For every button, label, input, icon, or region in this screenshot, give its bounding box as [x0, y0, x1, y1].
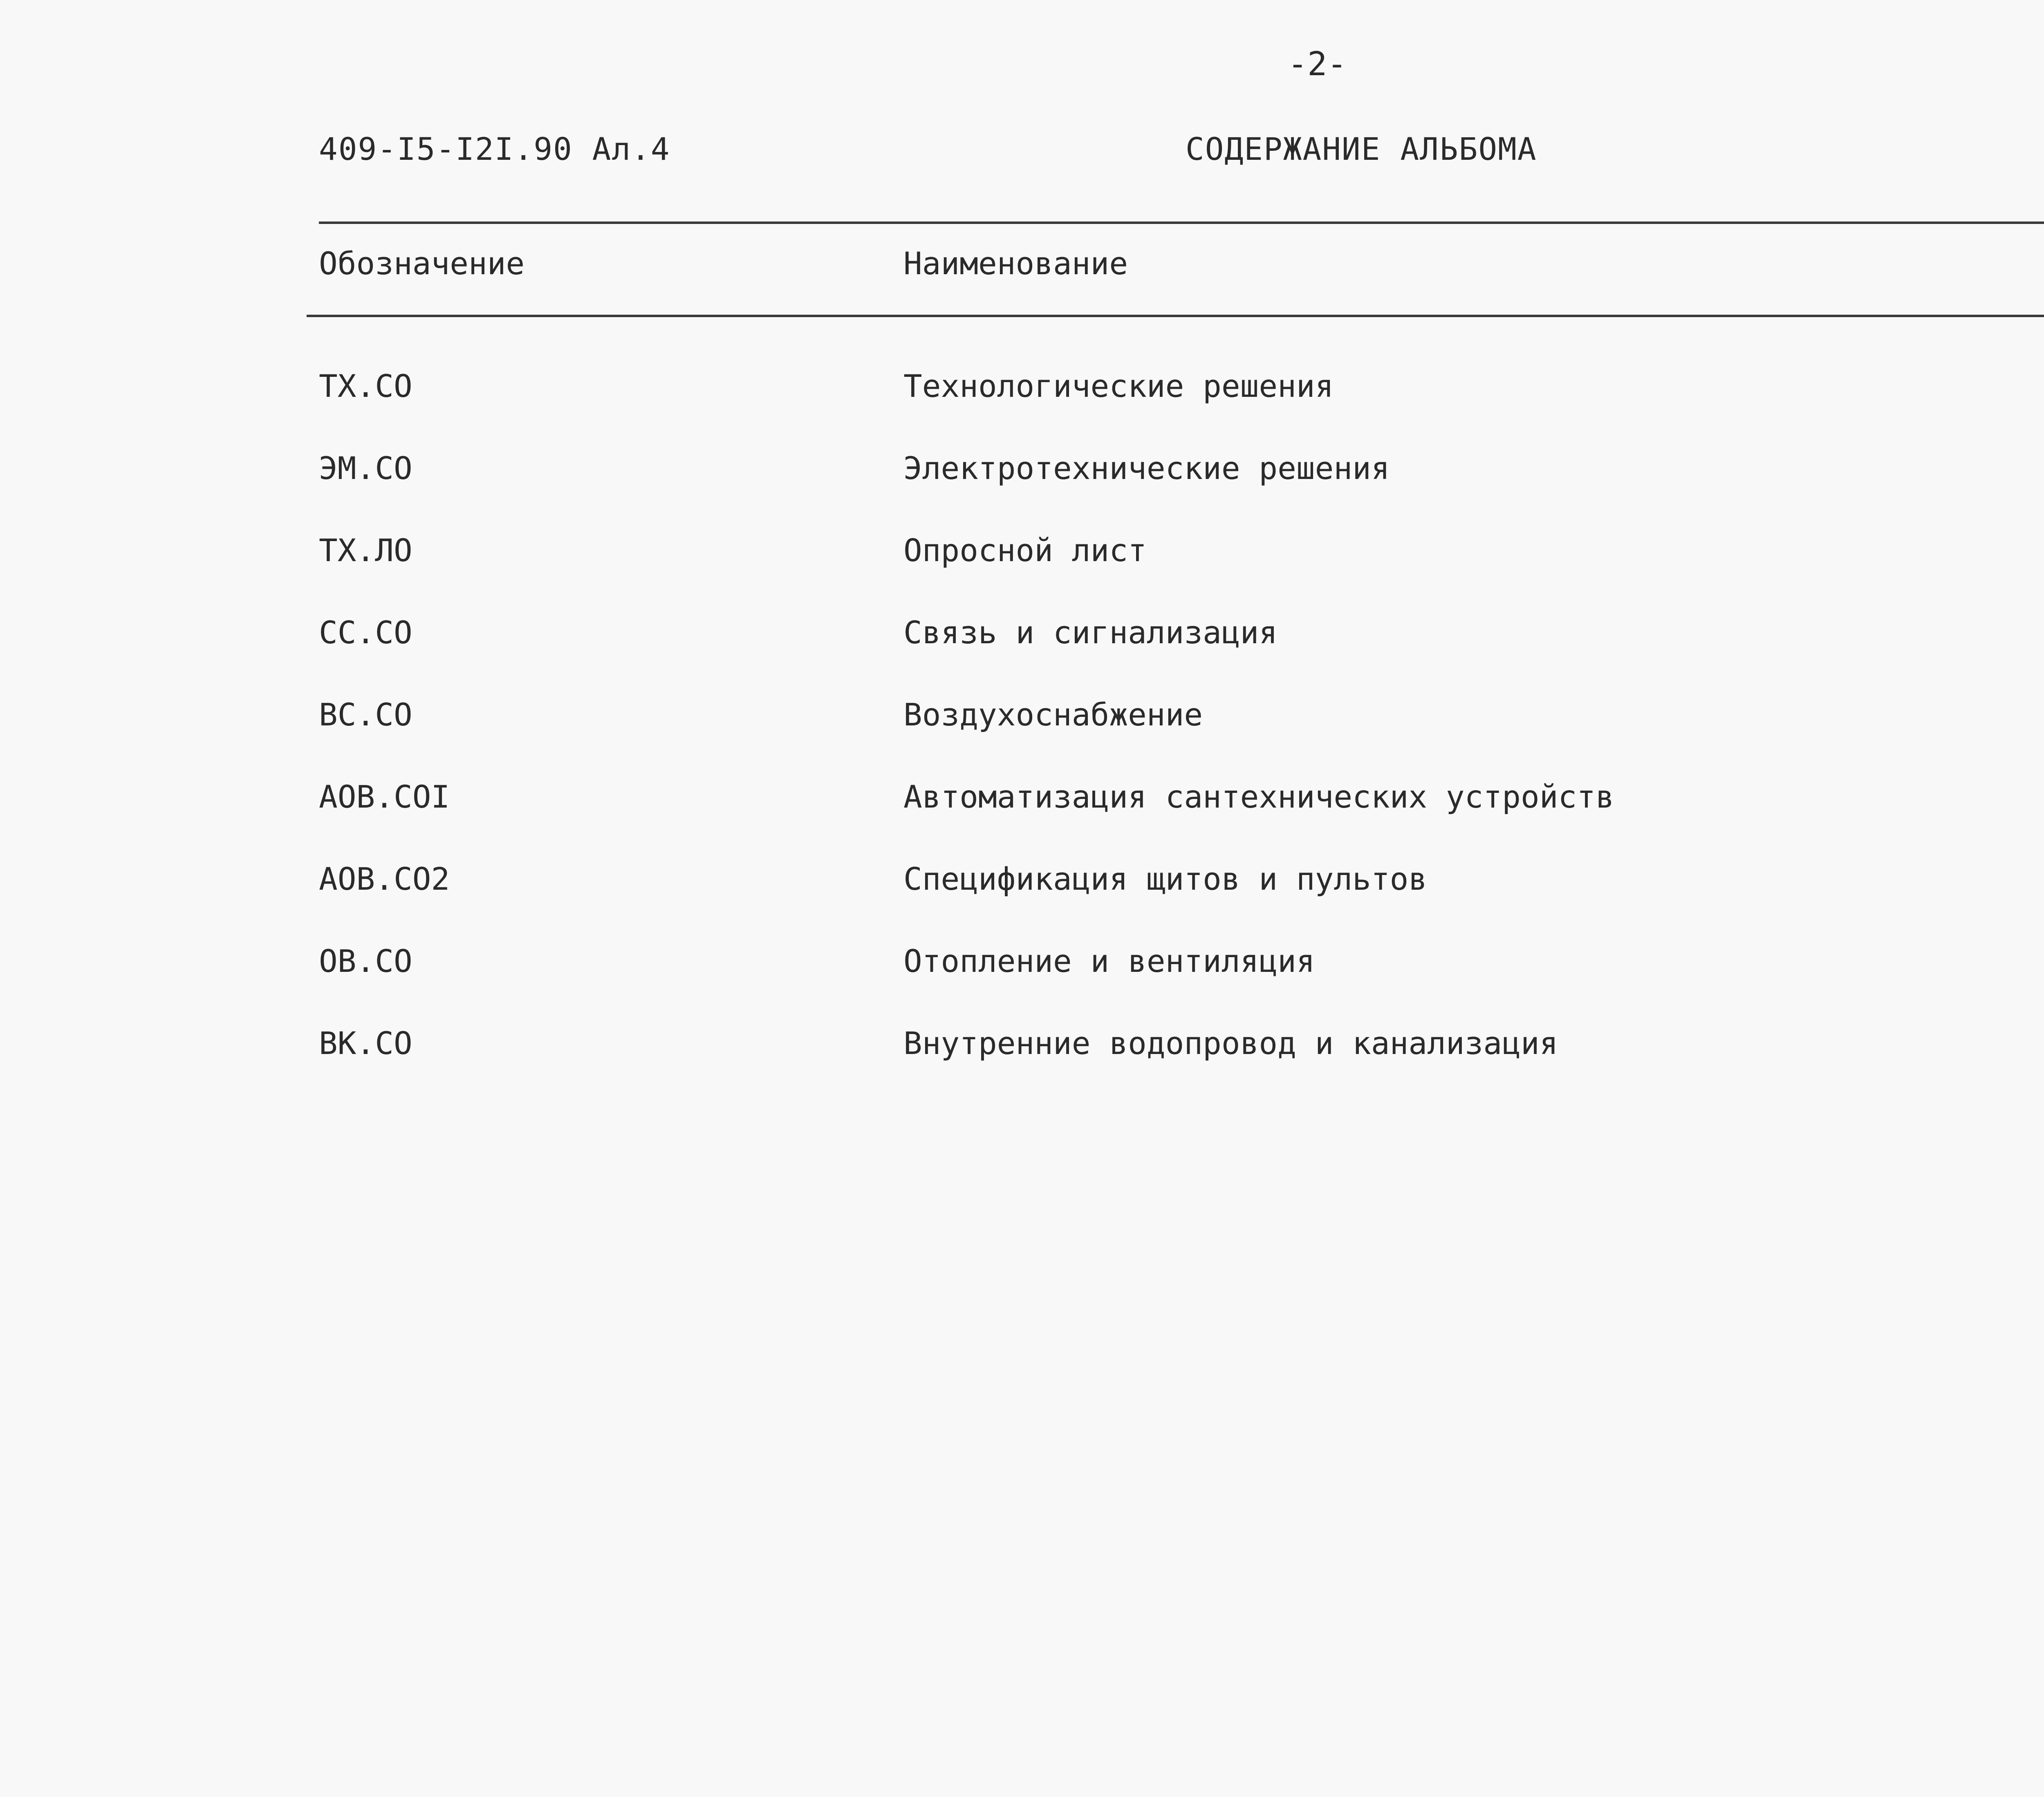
- row-designation: ВК.СО: [319, 1025, 412, 1061]
- row-name: Воздухоснабжение: [903, 696, 1203, 733]
- table-row: [0, 1025, 2044, 1074]
- row-name: Технологические решения: [903, 368, 1334, 404]
- table-row: [0, 368, 2044, 417]
- table-row: [0, 696, 2044, 745]
- page-number: -2-: [1288, 45, 1347, 83]
- row-name: Автоматизация сантехнических устройств: [903, 779, 1614, 815]
- row-designation: ОВ.СО: [319, 943, 412, 979]
- row-designation: ЭМ.СО: [319, 450, 412, 486]
- table-row: [0, 779, 2044, 828]
- table-row: [0, 450, 2044, 499]
- column-header-name: Наименование: [903, 245, 1128, 282]
- document-code: 409-I5-I2I.90 Ал.4: [319, 131, 670, 167]
- row-name: Связь и сигнализация: [903, 614, 1278, 651]
- table-row: [0, 943, 2044, 992]
- column-header-designation: Обозначение: [319, 245, 525, 282]
- row-designation: СС.СО: [319, 614, 412, 651]
- row-designation: АОВ.СО2: [319, 861, 450, 897]
- row-name: Отопление и вентиляция: [903, 943, 1315, 979]
- row-designation: ТХ.ЛО: [319, 532, 412, 568]
- row-name: Электротехнические решения: [903, 450, 1390, 486]
- row-designation: ТХ.СО: [319, 368, 412, 404]
- row-name: Опросной лист: [903, 532, 1147, 568]
- table-row: [0, 861, 2044, 910]
- table-row: [0, 614, 2044, 663]
- table-row: [0, 532, 2044, 581]
- row-name: Спецификация щитов и пультов: [903, 861, 1428, 897]
- header-bottom-rule: [307, 315, 2044, 317]
- row-designation: АОВ.СОI: [319, 779, 450, 815]
- row-designation: ВС.СО: [319, 696, 412, 733]
- header-top-rule: [319, 222, 2044, 224]
- row-name: Внутренние водопровод и канализация: [903, 1025, 1558, 1061]
- page-title: СОДЕРЖАНИЕ АЛЬБОМА: [1186, 131, 1537, 167]
